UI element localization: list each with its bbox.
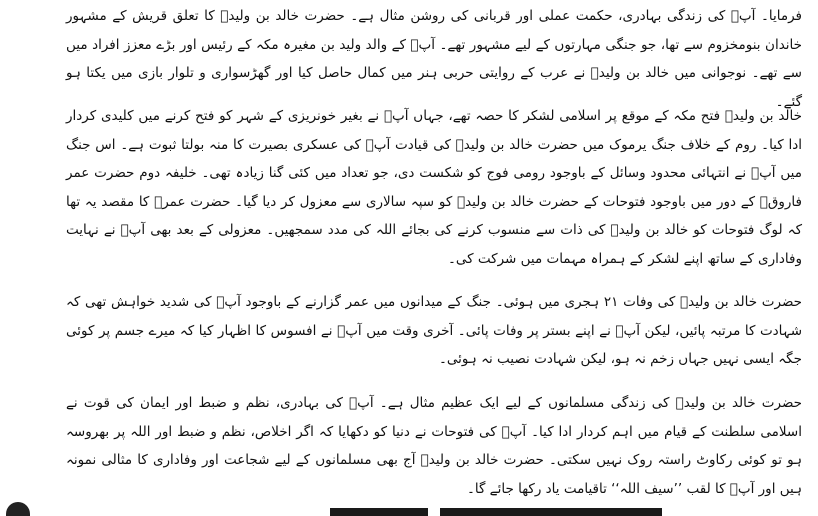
author-photo <box>0 496 40 516</box>
article-paragraph-2: خالد بن ولیدؓ فتح مکہ کے موقع پر اسلامی لشکر کا حصہ تھے، جہاں آپؓ نے بغیر خونریزی کے شہر کو فتح کرنے میں کلیدی کردار ادا کیا۔ روم کے خلاف جنگ یرموک میں حضرت خالد بن ولیدؓ کی قیادت آپؓ کی عسکری بصیرت کا منہ بولتا ثبوت ہے۔ اس جنگ میں آپؓ نے انتہائی محدود وسائل کے باوجود رومی فوج کو شکست دی، جو تعداد میں کئی گنا زیادہ تھی۔ خلیفہ دوم حضرت عمر فاروقؓ کے دور میں باوجود فتوحات کے حضرت خالد بن ولیدؓ کو سپہ سالاری سے معزول کر دیا گیا۔ حضرت عمرؓ کا مقصد یہ تھا کہ لوگ فتوحات کو خالد بن ولیدؓ کی ذات سے منسوب کرنے کی بجائے اللہ کی مدد سمجھیں۔ معزولی کے بعد بھی آپؓ نے نہایت وفاداری کے ساتھ اپنے لشکر کے ہمراہ مہمات میں شرکت کی۔ <box>66 108 802 267</box>
author-photo-hair <box>6 502 30 516</box>
article-paragraph-1: فرمایا۔ آپؓ کی زندگی بہادری، حکمت عملی اور قربانی کی روشن مثال ہے۔ حضرت خالد بن ولیدؓ کا تعلق قریش کے مشہور خاندان بنومخزوم سے تھا، جو جنگی مہارتوں کے لیے مشہور تھے۔ آپؓ کے والد ولید بن مغیرہ مکہ کے رئیس اور بڑے معزز افراد میں سے تھے۔ نوجوانی میں خالد بن ولیدؓ نے عرب کے روایتی حربی ہنر میں کمال حاصل کیا اور گھڑسواری و تلوار بازی میں یکتا ہو گئے۔ <box>66 8 802 110</box>
bottom-banner-bar <box>330 508 662 516</box>
article-paragraph-3: حضرت خالد بن ولیدؓ کی وفات ۲۱ ہجری میں ہوئی۔ جنگ کے میدانوں میں عمر گزارنے کے باوجود آپؓ کی شدید خواہش تھی کہ شہادت کا مرتبہ پائیں، لیکن آپؓ نے اپنے بستر پر وفات پائی۔ آخری وقت میں آپؓ نے افسوس کا اظہار کیا کہ میرے جسم پر کوئی جگہ ایسی نہیں جہاں زخم نہ ہو، لیکن شہادت نصیب نہ ہوئی۔ <box>66 294 802 367</box>
bottom-banner-notch <box>428 508 440 516</box>
article-paragraph-4: حضرت خالد بن ولیدؓ کی زندگی مسلمانوں کے لیے ایک عظیم مثال ہے۔ آپؓ کی بہادری، نظم و ضبط اور ایمان کی قوت نے اسلامی سلطنت کے قیام میں اہم کردار ادا کیا۔ آپؓ کی فتوحات نے دنیا کو دکھایا کہ اگر اخلاص، نظم و ضبط اور اللہ پر بھروسہ ہو تو کوئی رکاوٹ راستہ روک نہیں سکتی۔ حضرت خالد بن ولیدؓ آج بھی مسلمانوں کے لیے شجاعت اور وفاداری کا مثالی نمونہ ہیں اور آپؓ کا لقب ’’سیف اللہ‘‘ تاقیامت یاد رکھا جائے گا۔ <box>66 395 802 497</box>
